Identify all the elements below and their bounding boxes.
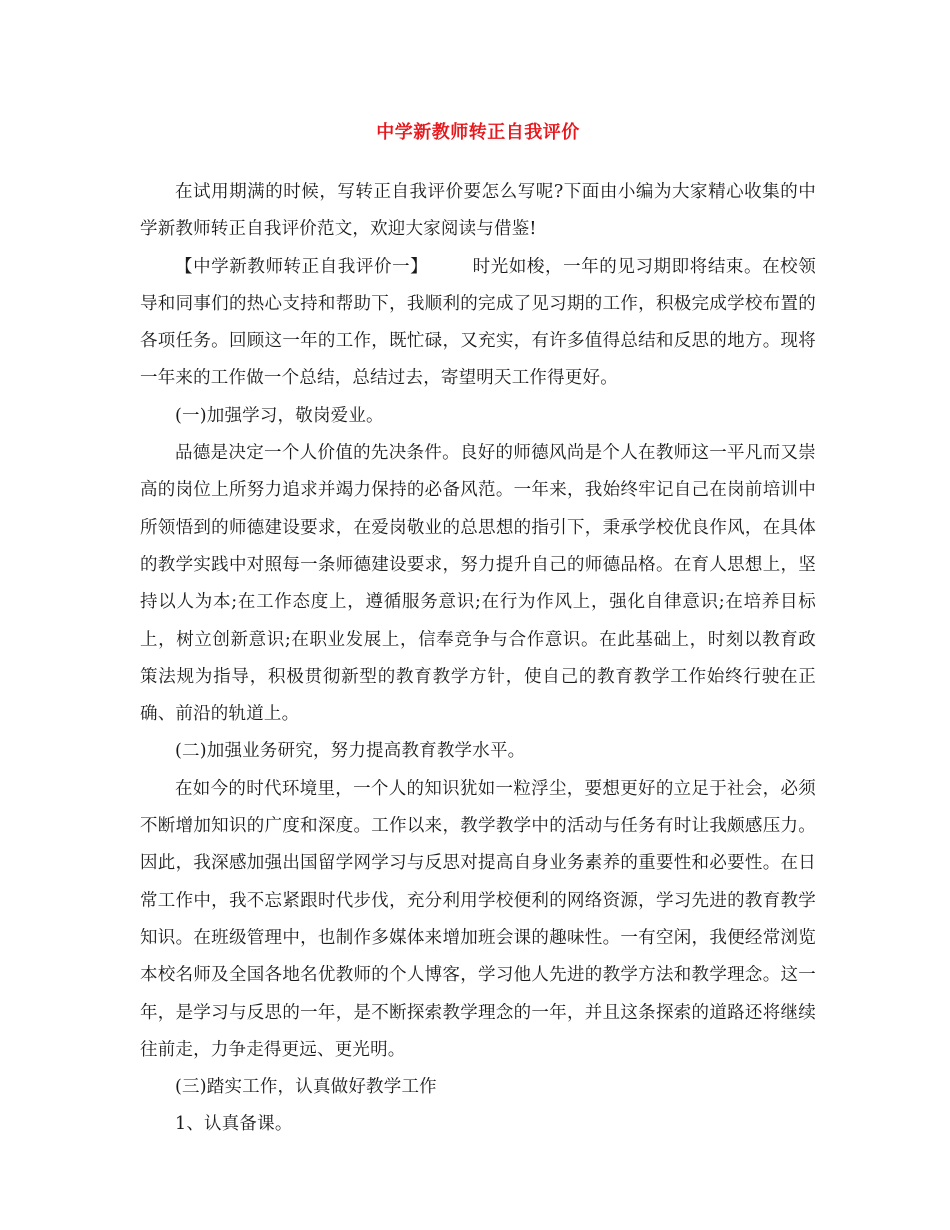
document-page [140, 118, 816, 1144]
section-text: 时光如梭，一年的见习期即将结束。在校领导和同事们的热心支持和帮助下，我顺利的完成了见习期的工作，积极完成学校布置的各项任务。回顾这一年的工作，既忙碌，又充实，有许多值得总结和反思的地方。现将一年来的工作做一个总结，总结过去，寄望明天工作得更好。 [140, 256, 816, 389]
section-paragraph [140, 249, 816, 398]
heading-2: (二)加强业务研究，努力提高教育教学水平。 [175, 741, 526, 762]
intro-paragraph: 在试用期满的时候，写转正自我评价要怎么写呢?下面由小编为大家精心收集的中学新教师转正自我评价范文，欢迎大家阅读与借鉴! [140, 182, 816, 240]
paragraph-1: 品德是决定一个人价值的先决条件。良好的师德风尚是个人在教师这一平凡而又崇高的岗位上所努力追求并竭力保持的必备风范。一年来，我始终牢记自己在岗前培训中所领悟到的师德建设要求，在爱岗敬业的总思想的指引下，秉承学校优良作风，在具体的教学实践中对照每一条师德建设要求，努力提升自己的师德品格。在育人思想上，坚持以人为本;在工作态度上，遵循服务意识;在行为作风上，强化自律意识;在培养目标上，树立创新意识;在职业发展上，信奉竞争与合作意识。在此基础上，时刻以教育政策法规为指导，积极贯彻新型的教育教学方针，使自己的教育教学工作始终行驶在正确、前沿的轨道上。 [140, 443, 816, 725]
heading-1: (一)加强学习，敬岗爱业。 [175, 405, 384, 426]
section-label: 【中学新教师转正自我评价一】 [175, 256, 429, 277]
document-title: 中学新教师转正自我评价 [376, 122, 580, 143]
heading-3: (三)踏实工作，认真做好教学工作 [175, 1077, 437, 1098]
list-item-1: 1、认真备课。 [175, 1114, 293, 1135]
paragraph-2: 在如今的时代环境里，一个人的知识犹如一粒浮尘，要想更好的立足于社会，必须不断增加知识的广度和深度。工作以来，教学教学中的活动与任务有时让我颇感压力。因此，我深感加强出国留学网学习与反思对提高自身业务素养的重要性和必要性。在日常工作中，我不忘紧跟时代步伐，充分利用学校便利的网络资源，学习先进的教育教学知识。在班级管理中，也制作多媒体来增加班会课的趣味性。一有空闲，我便经常浏览本校名师及全国各地名优教师的个人博客，学习他人先进的教学方法和教学理念。这一年，是学习与反思的一年，是不断探索教学理念的一年，并且这条探索的道路还将继续往前走，力争走得更远、更光明。 [140, 778, 816, 1060]
